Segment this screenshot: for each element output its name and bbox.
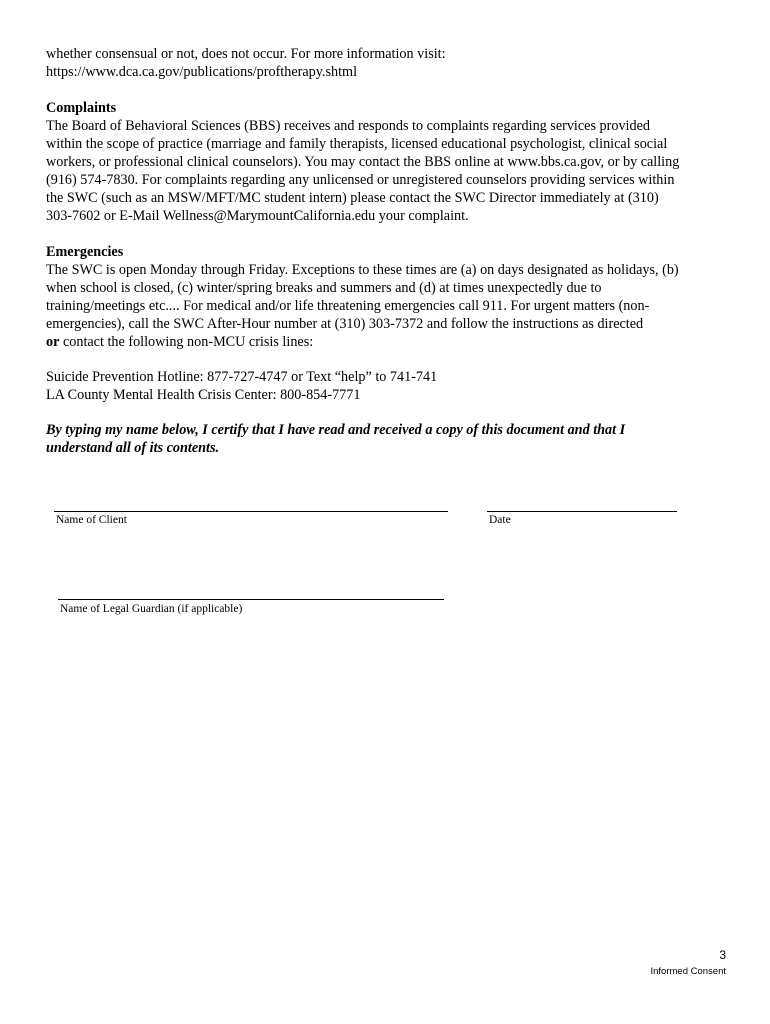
emergencies-line: The SWC is open Monday through Friday. Exceptions to these times are (a) on days designated as holidays, (b) [46, 262, 679, 278]
la-county-crisis-line: LA County Mental Health Crisis Center: 800-854-7771 [46, 387, 361, 403]
emergencies-line: when school is closed, (c) winter/spring breaks and summers and (d) at times unexpectedly due to [46, 280, 602, 296]
emergencies-paragraph [46, 261, 736, 351]
guardian-name-line[interactable] [58, 599, 444, 600]
complaints-heading: Complaints [46, 100, 117, 116]
emergencies-line-rest: contact the following non-MCU crisis lines: [59, 334, 314, 350]
certify-line-2: understand all of its contents. [46, 440, 220, 456]
complaints-line: 303-7602 or E-Mail Wellness@MarymountCalifornia.edu your complaint. [46, 208, 469, 224]
hotline-list [46, 368, 736, 404]
guardian-name-label: Name of Legal Guardian (if applicable) [60, 603, 243, 615]
client-name-label: Name of Client [56, 514, 127, 526]
proftherapy-link-text: https://www.dca.ca.gov/publications/proftherapy.shtml [46, 64, 358, 80]
date-label: Date [489, 514, 511, 526]
client-name-line[interactable] [54, 511, 448, 512]
intro-line-1: whether consensual or not, does not occur. For more information visit: [46, 46, 446, 62]
complaints-line: workers, or professional clinical counselors). You may contact the BBS online at www.bbs.ca.gov, or by calling [46, 154, 680, 170]
suicide-hotline: Suicide Prevention Hotline: 877-727-4747 or Text “help” to 741-741 [46, 369, 438, 385]
complaints-paragraph [46, 117, 736, 225]
emergencies-heading: Emergencies [46, 244, 124, 260]
page-number: 3 [719, 948, 726, 962]
emergencies-line: emergencies), call the SWC After-Hour number at (310) 303-7372 and follow the instructions as directed [46, 316, 644, 332]
certification-statement [46, 421, 736, 457]
emergencies-line: training/meetings etc.... For medical and/or life threatening emergencies call 911. For urgent matters (non- [46, 298, 650, 314]
date-line[interactable] [487, 511, 677, 512]
document-body [46, 45, 736, 457]
complaints-line: the SWC (such as an MSW/MFT/MC student intern) please contact the SWC Director immediately at (310) [46, 190, 659, 206]
certify-line-1: By typing my name below, I certify that I have read and received a copy of this document and that I [46, 422, 626, 438]
complaints-line: (916) 574-7830. For complaints regarding any unlicensed or unregistered counselors providing services within [46, 172, 675, 188]
footer-label: Informed Consent [650, 966, 726, 977]
complaints-line: The Board of Behavioral Sciences (BBS) receives and responds to complaints regarding services provided [46, 118, 650, 134]
or-bold-word: or [46, 334, 60, 350]
complaints-line: within the scope of practice (marriage and family therapists, licensed educational psychologist, clinical social [46, 136, 668, 152]
emergencies-line-last [46, 333, 736, 351]
